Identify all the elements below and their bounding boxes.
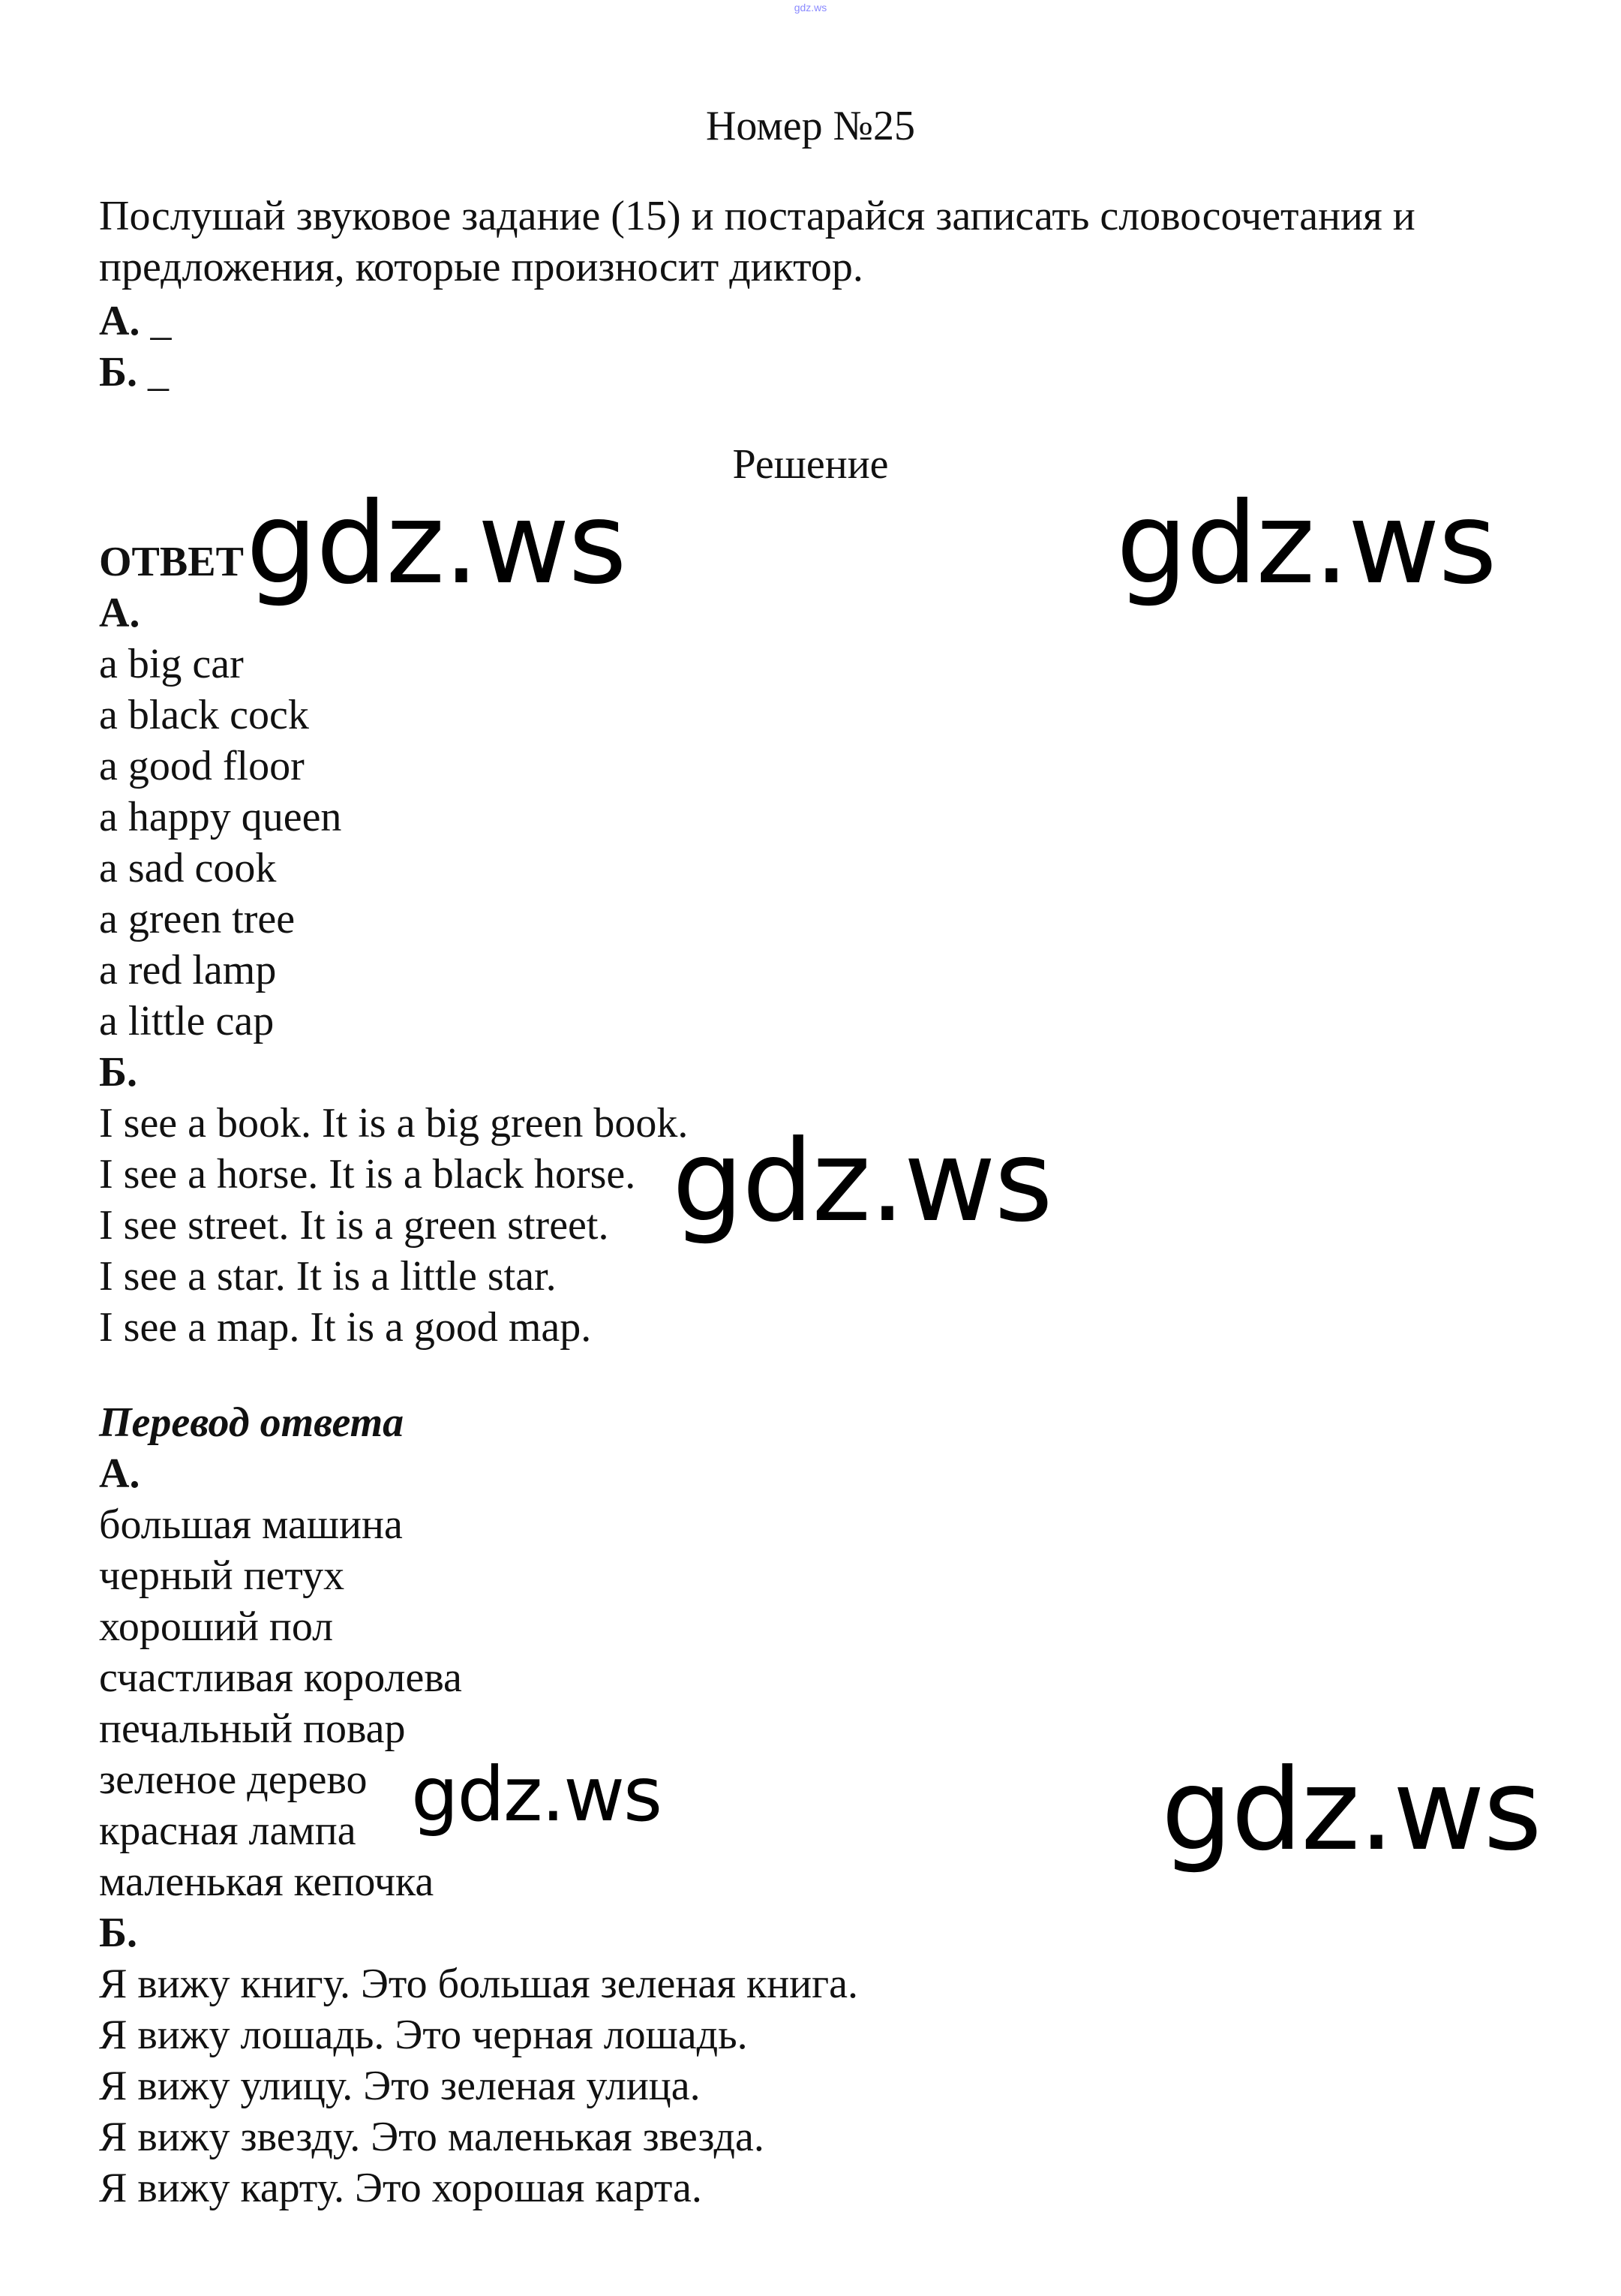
answer-b-item: I see street. It is a green street. bbox=[99, 1202, 609, 1249]
task-slot-b-blank: _ bbox=[148, 349, 170, 395]
answer-a-item: a little cap bbox=[99, 998, 275, 1044]
translation-b-item: Я вижу звезду. Это маленькая звезда. bbox=[99, 2114, 764, 2160]
watermark-logo: gdz.ws bbox=[411, 1751, 662, 1838]
translation-a-item: печальный повар bbox=[99, 1705, 406, 1752]
translation-heading: Перевод ответа bbox=[99, 1399, 404, 1446]
answer-part-b-label: Б. bbox=[99, 1049, 138, 1095]
task-slot-a-label: А. bbox=[99, 298, 140, 344]
solution-heading: Решение bbox=[732, 441, 889, 488]
translation-a-item: маленькая кепочка bbox=[99, 1859, 434, 1905]
answer-b-item: I see a map. It is a good map. bbox=[99, 1304, 592, 1351]
answer-b-item: I see a book. It is a big green book. bbox=[99, 1100, 689, 1146]
task-text: Послушай звуковое задание (15) и постарайся записать словосочетания и предложения, которые произносит диктор. bbox=[99, 193, 1415, 290]
answer-a-item: a black cock bbox=[99, 692, 309, 738]
translation-a-item: большая машина bbox=[99, 1501, 403, 1548]
translation-a-item: счастливая королева bbox=[99, 1654, 462, 1701]
task-slot-b-label: Б. bbox=[99, 349, 138, 395]
translation-part-a-label: А. bbox=[99, 1450, 140, 1497]
translation-b-item: Я вижу карту. Это хорошая карта. bbox=[99, 2165, 702, 2211]
translation-b-item: Я вижу улицу. Это зеленая улица. bbox=[99, 2063, 701, 2109]
answer-b-item: I see a horse. It is a black horse. bbox=[99, 1151, 636, 1198]
answer-b-item: I see a star. It is a little star. bbox=[99, 1253, 557, 1300]
translation-b-item: Я вижу книгу. Это большая зеленая книга. bbox=[99, 1961, 858, 2007]
answer-a-item: a green tree bbox=[99, 896, 296, 942]
translation-b-item: Я вижу лошадь. Это черная лошадь. bbox=[99, 2012, 748, 2058]
watermark-logo: gdz.ws bbox=[246, 479, 626, 609]
answer-section bbox=[99, 536, 688, 1353]
answer-a-item: a sad cook bbox=[99, 845, 277, 891]
watermark-logo: gdz.ws bbox=[1116, 479, 1496, 609]
watermark-logo: gdz.ws bbox=[672, 1116, 1052, 1247]
translation-a-item: черный петух bbox=[99, 1552, 345, 1599]
answer-a-item: a happy queen bbox=[99, 794, 342, 840]
watermark-logo: gdz.ws bbox=[1161, 1745, 1541, 1876]
task-slot-b bbox=[99, 347, 169, 398]
translation-part-b-label: Б. bbox=[99, 1910, 138, 1956]
answer-label: ОТВЕТ bbox=[99, 539, 244, 585]
translation-a-item: красная лампа bbox=[99, 1808, 356, 1854]
answer-a-item: a good floor bbox=[99, 743, 305, 789]
answer-a-item: a red lamp bbox=[99, 947, 277, 993]
answer-part-a-label: А. bbox=[99, 590, 140, 636]
top-watermark: gdz.ws bbox=[794, 2, 827, 14]
page-title: Номер №25 bbox=[705, 103, 916, 149]
task-slot-a-blank: _ bbox=[150, 298, 172, 344]
translation-a-item: зеленое дерево bbox=[99, 1757, 368, 1803]
translation-a-item: хороший пол bbox=[99, 1603, 334, 1650]
answer-a-item: a big car bbox=[99, 641, 244, 687]
task-slot-a bbox=[99, 296, 171, 347]
